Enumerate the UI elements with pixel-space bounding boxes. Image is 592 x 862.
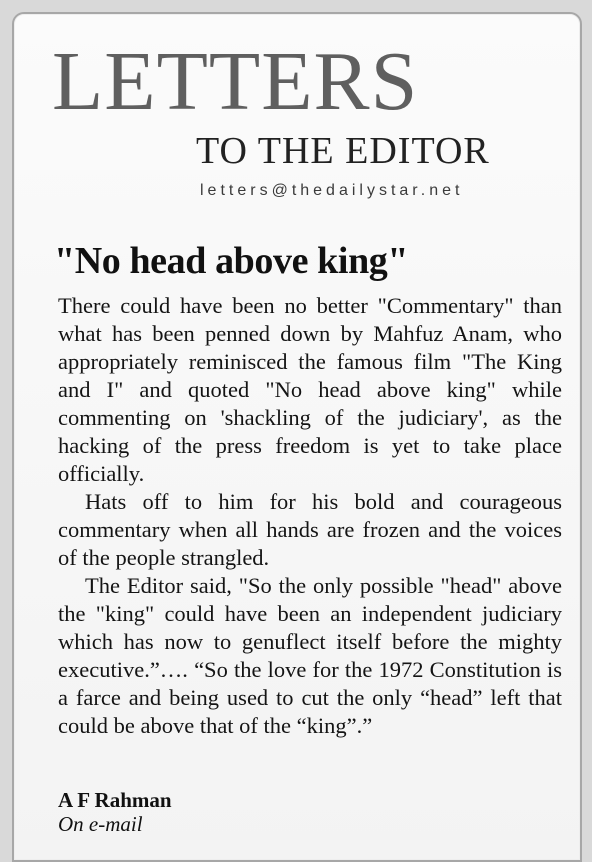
- masthead: [52, 35, 562, 210]
- submission-source: On e-mail: [58, 812, 143, 836]
- section-subtitle: TO THE EDITOR: [196, 130, 490, 172]
- letter-paragraph-2: Hats off to him for his bold and courageous commentary when all hands are frozen and the voices of the people strangled.: [58, 489, 562, 570]
- signature-block: [58, 788, 172, 836]
- letter-card: [12, 12, 582, 862]
- letter-body: [58, 292, 562, 740]
- author-name: A F Rahman: [58, 788, 172, 812]
- letter-headline: "No head above king": [54, 240, 409, 282]
- letter-paragraph-3: The Editor said, "So the only possible "head" above the "king" could have been an independent judiciary which has now to genuflect itself before the mighty executive.”…. “So the love for the 1972 Constitution is a farce and being used to cut the only “head” left that could be above that of the “king”.”: [58, 573, 562, 738]
- section-title: LETTERS: [52, 35, 419, 128]
- contact-email: letters@thedailystar.net: [200, 182, 464, 199]
- letter-paragraph-1: There could have been no better "Commentary" than what has been penned down by Mahfuz Anam, who appropriately reminisced the famous film "The King and I" and quoted "No head above king" while commenting on 'shackling of the judiciary', as the hacking of the press freedom is yet to take place officially.: [58, 293, 562, 486]
